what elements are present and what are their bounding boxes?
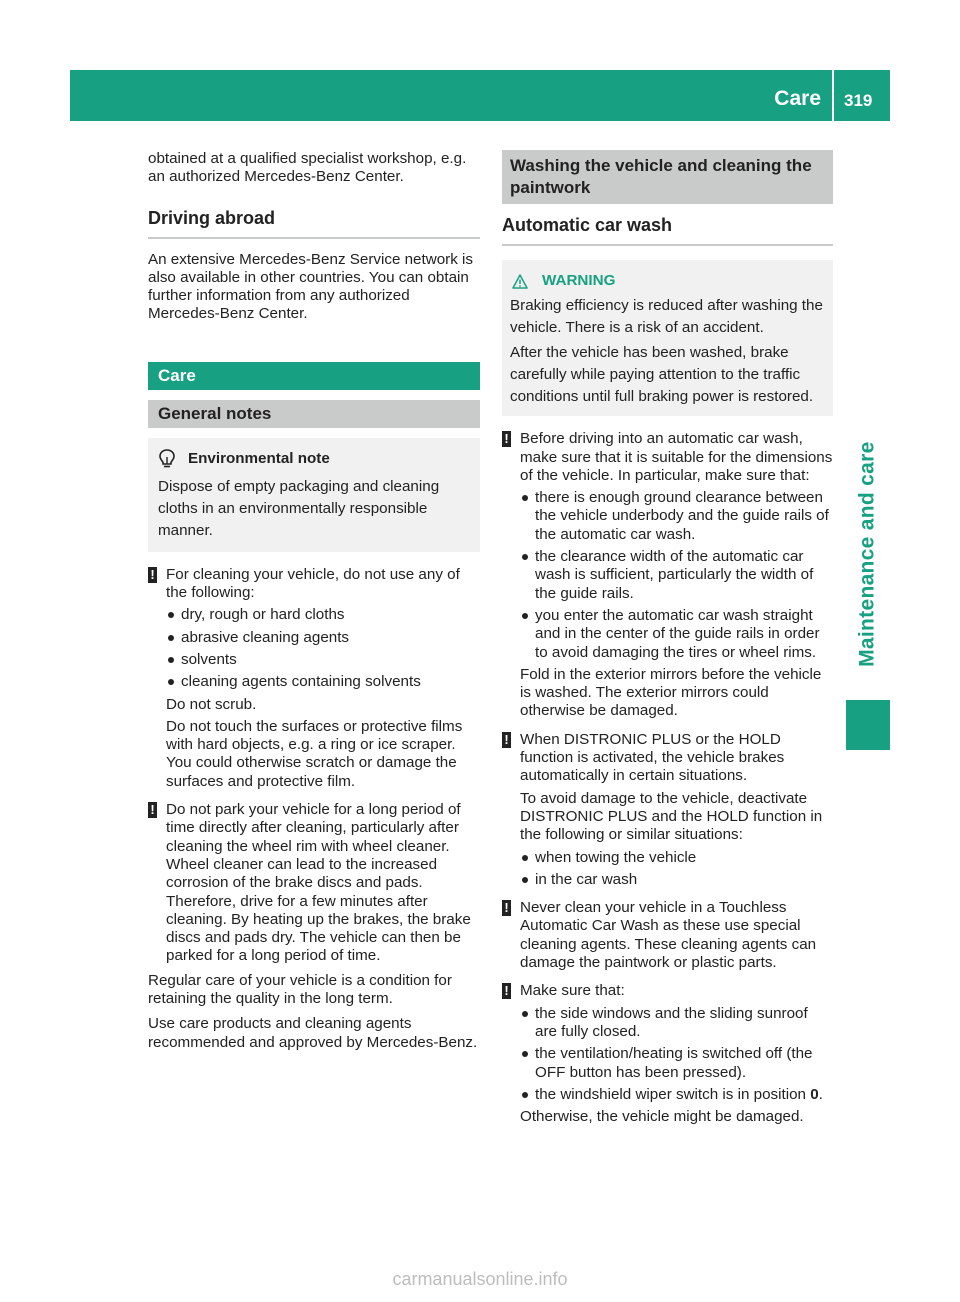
bullet-icon xyxy=(522,855,528,861)
cleaning-caution-note xyxy=(148,566,480,791)
preparation-caution-note xyxy=(502,982,833,1126)
caution-icon: ! xyxy=(502,983,511,999)
note-text: Make sure that: xyxy=(520,982,625,1000)
car-wash-caution-note xyxy=(502,430,833,720)
caution-icon: ! xyxy=(148,567,157,583)
bullet-icon xyxy=(522,613,528,619)
list-item: when towing the vehicle xyxy=(520,849,833,867)
driving-abroad-heading: Driving abroad xyxy=(148,207,276,228)
list-item: you enter the automatic car wash straight and in the center of the guide rails in order to avoid damaging the tires or wheel rims. xyxy=(520,607,833,662)
intro-paragraph: obtained at a qualified specialist workshop, e.g. an authorized Mercedes-Benz Center. xyxy=(148,150,467,186)
washing-section-heading: Washing the vehicle and cleaning the paintwork xyxy=(502,150,833,204)
warning-label: WARNING xyxy=(542,272,616,289)
bullet-icon xyxy=(522,1092,528,1098)
bullet-list xyxy=(520,1005,833,1104)
warning-text: Braking efficiency is reduced after washing the vehicle. There is a risk of an accident. xyxy=(510,297,823,337)
bullet-icon xyxy=(168,635,174,641)
automatic-car-wash-heading: Automatic car wash xyxy=(502,215,673,235)
environmental-note-title: Environmental note xyxy=(188,449,330,467)
environmental-note-box xyxy=(148,438,480,552)
chapter-side-marker xyxy=(846,700,890,750)
wiper-position-value: 0 xyxy=(810,1085,819,1103)
left-column xyxy=(148,150,480,1059)
caution-icon: ! xyxy=(502,732,511,748)
list-item: the clearance width of the automatic car wash is sufficient, particularly the width of the guide rails. xyxy=(520,548,833,603)
general-notes-heading: General notes xyxy=(148,400,480,428)
heading-rule xyxy=(502,244,833,246)
warning-text: After the vehicle has been washed, brake carefully while paying attention to the traffic conditions until full braking power is restored. xyxy=(510,344,814,406)
bullet-icon xyxy=(168,679,174,685)
caution-icon: ! xyxy=(148,802,157,818)
bullet-icon xyxy=(522,877,528,883)
touchless-wash-caution-note xyxy=(502,899,833,972)
note-text: Do not scrub. xyxy=(166,695,257,713)
list-item: dry, rough or hard cloths xyxy=(166,606,480,624)
note-text: Never clean your vehicle in a Touchless Automatic Car Wash as these use special cleaning agents. These cleaning agents can damage the paintwork or plastic parts. xyxy=(520,899,817,972)
note-text: For cleaning your vehicle, do not use any of the following: xyxy=(166,565,460,602)
list-item: solvents xyxy=(166,651,480,669)
parking-caution-note xyxy=(148,801,480,966)
note-text: Do not touch the surfaces or protective films with hard objects, e.g. a ring or ice scraper. You could otherwise scratch or damage the surfaces and protective film. xyxy=(166,717,463,790)
warning-header xyxy=(510,272,825,290)
chapter-side-tab-label: Maintenance and care xyxy=(855,441,879,667)
bullet-list xyxy=(520,849,833,890)
bullet-list xyxy=(520,489,833,662)
driving-abroad-paragraph: An extensive Mercedes-Benz Service network is also available in other countries. You can obtain further information from any authorized Mercedes-Benz Center. xyxy=(148,250,473,323)
list-item: the ventilation/heating is switched off (the OFF button has been pressed). xyxy=(520,1045,833,1082)
lightbulb-icon xyxy=(158,449,176,469)
list-item: abrasive cleaning agents xyxy=(166,629,480,647)
list-item: cleaning agents containing solvents xyxy=(166,673,480,691)
note-text: When DISTRONIC PLUS or the HOLD function is activated, the vehicle brakes automatically in certain situations. xyxy=(520,730,785,785)
list-item: the side windows and the sliding sunroof are fully closed. xyxy=(520,1005,833,1042)
heading-rule xyxy=(148,237,480,239)
watermark: carmanualsonline.info xyxy=(392,1269,568,1289)
caution-icon: ! xyxy=(502,900,511,916)
list-item: the windshield wiper switch is in position 0. xyxy=(520,1086,833,1104)
bullet-icon xyxy=(168,657,174,663)
distronic-caution-note xyxy=(502,731,833,889)
bullet-icon xyxy=(522,1051,528,1057)
bullet-list xyxy=(166,606,480,691)
chapter-side-tab xyxy=(846,420,890,688)
note-text: Fold in the exterior mirrors before the vehicle is washed. The exterior mirrors could otherwise be damaged. xyxy=(520,665,822,720)
note-text: To avoid damage to the vehicle, deactivate DISTRONIC PLUS and the HOLD function in the following or similar situations: xyxy=(520,789,823,844)
header-section-title: Care xyxy=(774,87,821,110)
caution-icon: ! xyxy=(502,431,511,447)
care-products-paragraph: Use care products and cleaning agents recommended and approved by Mercedes-Benz. xyxy=(148,1015,478,1051)
bullet-icon xyxy=(522,554,528,560)
environmental-note-header xyxy=(158,449,470,469)
header-divider xyxy=(832,70,834,121)
page-number: 319 xyxy=(844,91,873,110)
page-header xyxy=(70,70,890,121)
warning-triangle-icon xyxy=(512,274,528,289)
list-item: in the car wash xyxy=(520,871,833,889)
care-section-heading: Care xyxy=(148,362,480,390)
note-text: Before driving into an automatic car wash, make sure that it is suitable for the dimensions of the vehicle. In particular, make sure that: xyxy=(520,430,833,484)
right-column xyxy=(502,150,833,1130)
note-text: Do not park your vehicle for a long period of time directly after cleaning, particularly after cleaning the wheel rim with wheel cleaner. Wheel cleaner can lead to the increased corrosion of the brake discs and pads. Therefore, drive for a few minutes after cleaning. By heating up the brakes, the brake discs and pads dry. The vehicle can then be parked for a long period of time. xyxy=(166,801,471,965)
environmental-note-text: Dispose of empty packaging and cleaning cloths in an environmentally responsible manner. xyxy=(158,477,440,539)
bullet-icon xyxy=(522,495,528,501)
warning-box xyxy=(502,260,833,416)
bullet-icon xyxy=(168,612,174,618)
bullet-icon xyxy=(522,1011,528,1017)
list-item: there is enough ground clearance between the vehicle underbody and the guide rails of the automatic car wash. xyxy=(520,489,833,544)
note-text: Otherwise, the vehicle might be damaged. xyxy=(520,1108,804,1126)
care-paragraph: Regular care of your vehicle is a condition for retaining the quality in the long term. xyxy=(148,971,452,1008)
